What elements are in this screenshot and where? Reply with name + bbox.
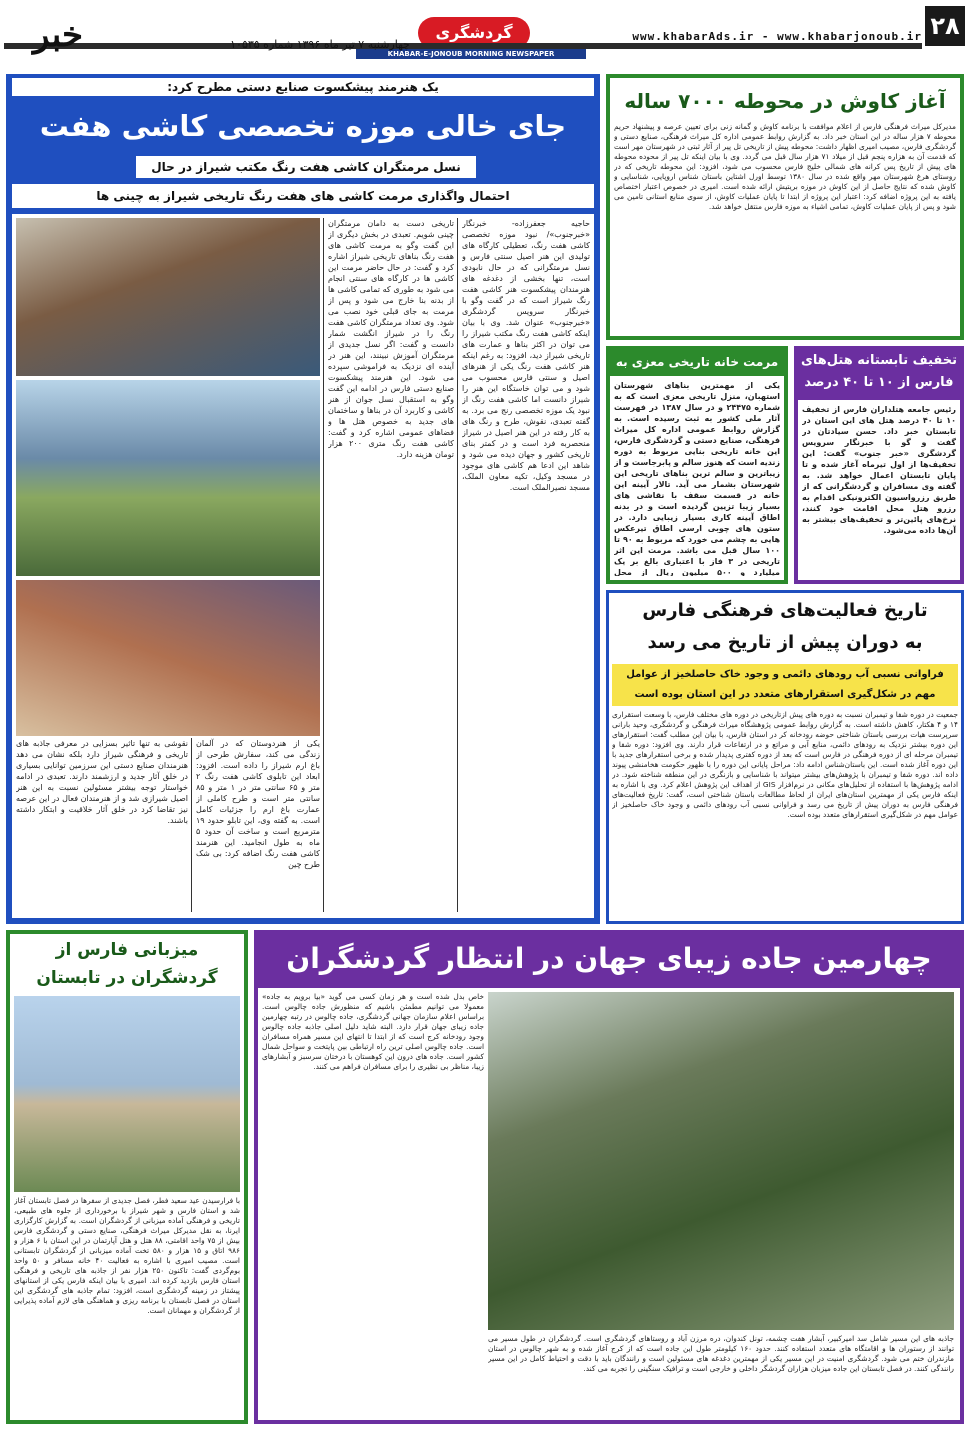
culture-history-title-2: به دوران پیش از تاریخ می رسد <box>647 632 923 653</box>
summer-hosting-body: با فرارسیدن عید سعید فطر، فصل جدیدی از سفرها در فصل تابستان آغاز شد و استان فارس و شهر شیراز با برخورداری از جلوه های طبیعی، تاریخی و فرهنگی آماده میزبانی از گردشگران است. به گزارش کارگزاری ایرنا، به نقل مدیرکل میراث فرهنگی، صنایع دستی و گردشگری فارس بیش از ۷۵ واحد اقامتی، ۸۸ هتل و هتل آپارتمان در این استان با ۶ هزار و ۹۸۶ اتاق و ۱۵ هزار و ۵۸۰ تخت آماده میزبانی از گردشگران تابستانی است. مصیب امیری با اشاره به فعالیت ۴۰ خانه مسافر و ۵۰ واحد بوم‌گردی گفت: تاکنون ۲۵۰ هزار نفر از جاذبه های تاریخی و فرهنگی استان فارس بازدید کرده اند. امیری با بیان اینکه فارس یکی از استانهای پیشتاز در زمینه گردشگری است، افزود: تمام جاذبه های گردشگری این استان در فصل تابستان با برنامه ریزی و هماهنگی های لازم آماده پذیرایی از گردشگران و مهمانان است. <box>14 1196 240 1315</box>
culture-history-body: جمعیت در دوره شفا و تیمبران نسبت به دوره های پیش ازتاریخی در دوره های مختلف فارس، با وسعت استقراری ۱۴ و ۴ هکتار، کاهش داشته است. به گزارش روابط عمومی پژوهشگاه میراث فرهنگی و گردشگری، وحید بارانی سرپرست هیات بررسی باستان شناختی حوضه رودخانه کر در استان فارس، با بیان این مطلب گفت: استقرارهای این دوره بیشتر نزدیک به رودهای دائمی، منابع آبی و مراتع و در ارتفاعات قرار دارند. وی افزود: دوره شفا و تیمبران مرحله ای از دوره فرهنگی در فارس است که بعد از دوره کفتری پدیدار شده و برخی استقرارهای جدید با این دوره آغاز شده است. این باستان‌شناس ادامه داد: مراحل پایانی این دوره را با ظهور حکومت هخامنشی پیوند داده اند. دوره شفا و تیمبران با پژوهش‌های بیشتر میتواند با شناسایی و بازنگری در این منطقه شناخته شود. در ادامه پژوهش‌ها با استفاده از تحلیل‌های مکانی در نرم‌افزار GIS از اهداف این پژوهش اعلام کرد. وی با اشاره به اینکه فارس یکی از مهمترین استان‌های ایران از لحاظ مطالعات باستان شناختی است، گفت: تاریخ فعالیت‌های فرهنگی فارس به دوران پیش از تاریخ می رسد و فراوانی نسبی آب رودهای دائمی و وجود خاک حاصلخیز از عوامل مهم در شکل‌گیری استقرارهای متعدد بوده است. <box>612 710 958 819</box>
quran-gate-photo[interactable] <box>14 996 240 1192</box>
column-divider <box>457 218 458 912</box>
section-label: گردشگری <box>418 17 530 49</box>
summer-hosting-title: میزبانی فارس از گردشگران در تابستان <box>36 940 218 988</box>
main-article-col3: یکی از هنردوستان که در آلمان زندگی می کند، سفارش طرحی از باغ ارم شیراز را داده است. افزود: ابعاد این تابلوی کاشی هفت رنگ ۲ متر و ۶۵ سانتی متر در ۱ متر و ۸۵ سانتی متر است و طرح کاملی از عمارت باغ ارم را جزئیات کامل است. به گفته وی، این تابلو حدود ۱۹ مترمربع است و ساخت آن حدود ۵ ماه به طول انجامید. این هنرمند کاشی هفت رنگ اضافه کرد: بی شک طرح چین <box>196 739 320 869</box>
house-restoration-title: مرمت خانه تاریخی معزی به <box>615 355 779 369</box>
hotel-discount-title: تخفیف تابستانه هتل‌های فارس از ۱۰ تا ۴۰ درصد <box>800 353 957 390</box>
main-subtitle-2: احتمال واگذاری مرمت کاشی های هفت رنگ تاریخی شیراز به چینی ها <box>12 184 594 208</box>
chalus-road-photo[interactable] <box>488 992 954 1330</box>
main-article-col1: حاجیه جعفرزاده- خبرنگار «خبرجنوب»/ نبود موزه تخصصی کاشی هفت رنگ، تعطیلی کارگاه های تولیدی این هنر اصیل سنتی فارس و نسل مرمتگرانی که در حال نابودی است، تنها بخشی از دغدغه های هنرمندان پیشکسوت هنر کاشی هفت رنگ شیراز است که در گفت وگو با خبرنگار سرویس گردشگری «خبرجنوب» عنوان شد. وی با بیان اینکه کاشی هفت رنگ مکتب شیراز را می توان در اکثر بناها و عمارت های تاریخی شیراز دید، افزود: به رغم اینکه هنر کاشی هفت رنگ یکی از هنرهای اصیل و سنتی فارس محسوب می شود و می توان خاستگاه این هنر را شیراز دانست اما کاشی هفت رنگ از نبود یک موزه تخصصی رنج می برد. به گفته تعبدی، نقوش، طرح و رنگ های به کار رفته در این هنر اصیل در شیراز منحصربه فرد است و در کمتر بنای تاریخی کشور و جهان دیده می شود و شاهد این ادعا هم کاشی های موجود در مسجد وکیل، تکیه معاون الملک، مسجد نصیرالملک است. <box>462 219 590 492</box>
hotel-discount-body: رئیس جامعه هتلداران فارس از تخفیف ۱۰ تا ۴۰ درصد هتل های این استان در تابستان خبر داد. حسن سیادتان در گفت و گو با خبرنگار سرویس گردشگری «خبر جنوب» گفت: این تخفیف‌ها از اول تیرماه آغاز شده و تا پایان تابستان اعمال خواهد شد. به گفته وی مسافران و گردشگرانی که از طریق رزرواسیون الکترونیکی اقدام به رزرو هتل محل اقامت خود کنند، نرخ‌های پائین‌تر و تخفیف‌های بیشتر به آن‌ها داده می‌شود. <box>802 405 956 535</box>
site-url[interactable]: www.khabarAds.ir - www.khabarjonoub.ir <box>632 30 922 43</box>
column-divider <box>323 218 324 912</box>
house-restoration-body: یکی از مهمترین بناهای شهرستان استهبان، منزل تاریخی معزی است که به شماره ۲۴۴۷۵ و در سال ۱۳۸۷ در فهرست آثار ملی کشور به ثبت رسیده است. به گزارش روابط عمومی اداره کل میراث فرهنگی، صنایع دستی و گردشگری فارس، این خانه تاریخی بنایی مربوط به دوره زندیه است که هنوز سالم و پابرجاست و از زیباترین و سالم ترین بناهای تاریخی این شهرستان بشمار می آید. تالار آیینه این خانه در قسمت سقف با نقاشی های بسیار زیبا تزیین گردیده است و در بدنه اطاق آیینه کاری بسیار زیبایی دارد. در ستون های چوبی ارسی اطاق تیرعکس هایی به چشم می خورد که مربوط به ۹۰ تا ۱۰۰ سال قبل می باشد. مرمت این اثر تاریخی در ۳ فاز با اعتباری بالغ بر یک میلیارد و ۵۰۰ میلیون ریال از محل <box>614 381 780 576</box>
main-title: جای خالی موزه تخصصی کاشی هفت <box>39 109 567 143</box>
artisan-photo[interactable] <box>16 218 320 376</box>
excavation-body: مدیرکل میراث فرهنگی فارس از اعلام موافقت با برنامه کاوش و گمانه زنی برای تعیین عرصه و پیشنهاد حریم محوطه ۷ هزار ساله در این استان خبر داد. به گزارش روابط عمومی اداره کل میراث فرهنگی، صنایع دستی و گردشگری فارس، مصیب امیری اظهار داشت: محوطه پیش از تاریخی تل پیر از آثار ثبتی در شهرستان مهر است که قدمت آن به هزاره پنجم قبل از میلاد ۷۱ هزار سال قبل می گردد. وی با بیان اینکه تل پیر از محوده محوطه های پیش از تاریخ پس کرانه های شمالی خلیج فارس محسوب می شود، افزود: این محوطه تاریخی که در روستای هرغ شهرستان مهر واقع شده در سال ۱۳۸۰ توسط اورل اشتاین باستان شناس اروپایی، شناسایی و کاوش شده که نتایج حاصل از این کاوش در موزه بریتیش ارائه شده است. امیری در خصوص اعتبار اختصاص یافته به این پروژه اضافه کرد: اعتبار این پروژه از ابتدا تا پایان عملیات کاوش، از سوی منابع استانی تامین می شود و پس از پایان عملیات کاوش، تمامی اشیاء به موزه فارس منتقل خواهد شد. <box>614 122 956 211</box>
english-name: KHABAR-E-JONOUB MORNING NEWSPAPER <box>356 49 586 59</box>
culture-history-title-1: تاریخ فعالیت‌های فرهنگی فارس <box>642 600 928 621</box>
main-article-col4: نقوشی به تنها تاثیر بسزایی در معرفی جاذبه های تاریخی و فرهنگی شیراز دارد بلکه نشان می دهد هنرمندان صنایع دستی این سرزمین توانایی بسیاری در خلق آثار جدید و ارزشمند دارند. تعبدی در ادامه خواستار توجه بیشتر مسئولین نسبت به این هنر اصیل شیرازی شد و از هنرمندان فعال در این عرصه نیز تقاضا کرد در خلق آثار خلاقیت و ابتکار داشته باشند. <box>16 739 188 825</box>
culture-history-lead: فراوانی نسبی آب رودهای دائمی و وجود خاک حاصلخیز از عوامل مهم در شکل‌گیری استقرارهای متعدد در این استان بوده است <box>612 664 958 706</box>
tiles-floor-photo[interactable] <box>16 580 320 736</box>
dateline: چهارشنبه ۷ تیر ماه ۱۳۹۶ شماره ۱۰۵۳۵ <box>230 38 410 51</box>
column-divider <box>191 738 192 912</box>
tile-panel-photo[interactable] <box>16 380 320 576</box>
road-article-col2: جاذبه های این مسیر شامل سد امیرکبیر، آبشار هفت چشمه، تونل کندوان، دره مرزن آباد و روستاهای گردشگری است. گردشگران در طول مسیر می توانند از رستوران ها و اقامتگاه های متعدد استفاده کنند. حدود ۱۶۰ کیلومتر طول این جاده است که از کرج آغاز شده و به شهر چالوس در استان مازندران ختم می شود. گردشگری امنیت در این مسیر یکی از مهمترین دغدغه های مسئولین است و رانندگان باید با دقت و احتیاط کامل در این مسیر رانندگی کنند. در فصل تابستان این جاده میزبان هزاران گردشگر داخلی و خارجی است و ترافیک سنگینی را تجربه می کند. <box>488 1334 954 1373</box>
main-kicker: یک هنرمند پیشکسوت صنایع دستی مطرح کرد: <box>12 78 594 96</box>
excavation-title: آغاز کاوش در محوطه ۷۰۰۰ ساله <box>624 89 946 113</box>
main-article-col2: تاریخی دست به دامان مرمتگران چینی شویم. تعبدی در بخش دیگری از این گفت وگو به مرمت کاشی های هفت رنگ بناهای تاریخی شیراز اشاره کرد و گفت: در حال حاضر مرمت این کاشی ها در کارگاه های سنتی انجام می شود به طوری که تمامی کاشی ها از بدنه بنا خارج می شود و پس از مرمت به جای قبلی خود نصب می شود. وی تعداد مرمتگران کاشی هفت رنگ را در شیراز انگشت شمار دانست و گفت: اگر نسل جدیدی از مرمتگران آموزش نبینند، این هنر در آینده ای نزدیک به فراموشی سپرده می شود. این هنرمند پیشکسوت صنایع دستی فارس در ادامه این گفت وگو به استقبال نسل جوان از هنر کاشی و کاربرد آن در بناها و ساختمان های جدید به خصوص هتل ها و فضاهای عمومی اشاره کرد و گفت: کاشی هفت رنگ متری ۲۰۰ هزار تومان هزینه دارد. <box>328 219 454 459</box>
main-subtitle-1: نسل مرمتگران کاشی هفت رنگ مکتب شیراز در حال <box>136 156 476 178</box>
road-article-title: چهارمین جاده زیبای جهان در انتظار گردشگران <box>286 942 932 975</box>
road-article-col1: خاص بدل شده است و هر زمان کسی می گوید «بیا برویم به جاده» معمولا می توانیم مطمئن باشیم که منظورش جاده چالوس است. براساس اعلام سازمان جهانی گردشگری، جاده چالوس در رتبه چهارمین جاده زیبای جهان قرار دارد. البته شاید دلیل اصلی جاذبه جاده چالوس وجود رودخانه کرج است که از ابتدا تا انتهای این مسیر همراه مسافران است. جاده چالوس اصلی ترین راه ارتباطی بین پایتخت و سواحل شمال کشور است. جاده های درون این کوهستان با درختان سرسبز و آبشارهای زیبا، مناظر بی نظیری را برای مسافران فراهم می کنند. <box>262 992 484 1071</box>
page-number: ۲۸ <box>925 6 965 46</box>
newspaper-logo: خبر <box>32 15 84 55</box>
